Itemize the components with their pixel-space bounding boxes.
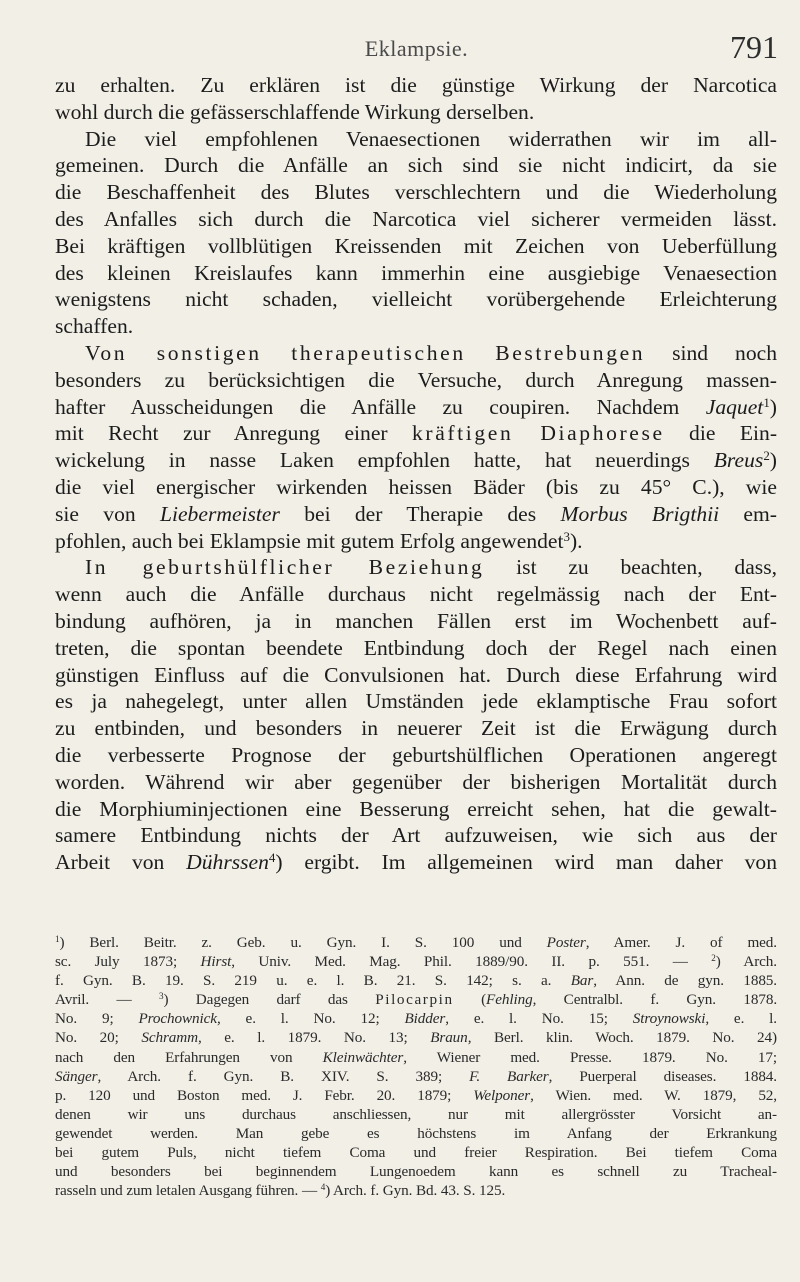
footnote-line: gewendet werden. Man gebe es höchstens im Anfang der Erkrankung — [55, 1124, 777, 1142]
text-line: besonders zu berücksichtigen die Versuche, durch Anregung massen- — [55, 367, 777, 392]
text-run: mit Recht zur Anregung einer — [55, 421, 412, 446]
spaced-emphasis: Von sonstigen therapeutischen Bestrebungen — [85, 340, 646, 365]
running-header — [55, 14, 778, 64]
text-run: , Arch. f. Gyn. B. XIV. S. 389; — [97, 1067, 470, 1085]
text-run: ) — [769, 394, 777, 419]
author-name: Dührssen — [186, 850, 269, 875]
text-run: , Berl. klin. Woch. 1879. No. 24) — [467, 1029, 777, 1047]
disease-name: Morbus Brigthii — [560, 501, 720, 526]
text-line: die Beschaffenheit des Blutes verschlechtern und die Wiederholung — [55, 180, 777, 205]
text-run: ) ergibt. Im allgemeinen wird man daher von — [275, 850, 778, 875]
author-name: Bar — [570, 972, 594, 990]
text-line: des Anfalles sich durch die Narcotica viel sicherer vermeiden lässt. — [55, 206, 777, 231]
text-run: p. 120 und Boston med. J. Febr. 20. 1879; — [55, 1086, 474, 1104]
text-run: No. 9; — [55, 1010, 139, 1028]
text-line: die viel energischer wirkenden heissen Bäder (bis zu 45° C.), wie — [55, 474, 777, 499]
text-run: No. 20; — [55, 1029, 142, 1047]
author-name: Braun — [430, 1029, 468, 1047]
footnote-ref: 3 — [563, 528, 570, 544]
footnote-marker: 2 — [711, 953, 716, 964]
footnote-line: bei gutem Puls, nicht tiefem Coma und freier Respiration. Bei tiefem Coma — [55, 1144, 777, 1162]
text-run: , Amer. J. of med. — [585, 934, 777, 951]
text-line: wenn auch die Anfälle durchaus nicht regelmässig nach der Ent- — [55, 582, 777, 607]
text-line: treten, die spontan beendete Entbindung doch der Regel nach einen — [55, 635, 777, 660]
text-run: ist zu beachten, dass, — [484, 555, 777, 580]
text-line: schaffen. — [55, 314, 134, 339]
text-run: sc. July 1873; — [55, 953, 201, 971]
author-name: Welponer — [473, 1086, 531, 1104]
text-run: , e. l. No. 12; — [216, 1010, 405, 1028]
text-line: wenigstens nicht schaden, vielleicht vorübergehende Erleichterung — [55, 287, 777, 312]
text-run: , Centralbl. f. Gyn. 1878. — [532, 991, 778, 1009]
footnote-line — [55, 1009, 777, 1028]
text-run: bei der Therapie des — [279, 501, 561, 526]
footnote-line — [55, 990, 777, 1009]
text-line: samere Entbindung nichts der Art aufzuweisen, wie sich aus der — [55, 823, 777, 848]
text-line — [55, 447, 777, 474]
footnote-line: und besonders bei beginnendem Lungenoedem kann es schnell zu Tracheal- — [55, 1163, 777, 1181]
text-run: , Wien. med. W. 1879, 52, — [530, 1086, 778, 1104]
author-name: Poster — [546, 934, 586, 951]
text-run: nach den Erfahrungen von — [55, 1048, 323, 1066]
text-line: gemeinen. Durch die Anfälle an sich sind sie nicht indicirt, da sie — [55, 153, 777, 178]
text-line: bindung aufhören, ja in manchen Fällen erst im Wochenbett auf- — [55, 608, 777, 633]
footnote-line — [55, 1067, 777, 1086]
text-line — [55, 554, 777, 581]
text-run: ). — [569, 528, 583, 553]
author-name: Sänger — [55, 1067, 98, 1085]
author-name: Hirst — [200, 953, 232, 971]
author-name: Liebermeister — [159, 501, 280, 526]
spaced-emphasis: kräftigen Diaphorese — [412, 421, 665, 446]
footnote-line — [55, 952, 777, 971]
text-line: die Morphiuminjectionen eine Besserung erreicht sehen, hat die gewalt- — [55, 796, 777, 821]
text-line: zu entbinden, und besonders in neuerer Zeit ist die Erwägung durch — [55, 716, 777, 741]
text-line: worden. Während wir aber gegenüber der bisherigen Mortalität durch — [55, 769, 777, 794]
text-line: die verbesserte Prognose der geburtshülflichen Operationen angeregt — [55, 742, 777, 767]
footnote-line — [55, 1028, 777, 1047]
text-run: wickelung in nasse Laken empfohlen hatte, hat neuerdings — [55, 448, 714, 473]
text-line: Bei kräftigen vollblütigen Kreissenden mit Zeichen von Ueberfüllung — [55, 233, 777, 258]
footnote-marker: 1 — [55, 933, 60, 944]
footnote-line — [55, 933, 777, 952]
footnote-ref: 1 — [763, 394, 770, 410]
author-name: Bidder — [404, 1010, 446, 1028]
text-run: , Univ. Med. Mag. Phil. 1889/90. II. p. 551. — — [231, 953, 712, 971]
text-run: Avril. — — [55, 991, 159, 1009]
author-name: Schramm — [141, 1029, 199, 1047]
text-run: sie von — [55, 501, 160, 526]
page-number: 791 — [730, 29, 778, 65]
text-run: ) Arch. — [715, 953, 777, 971]
author-name: Fehling — [486, 991, 533, 1009]
text-line — [55, 340, 777, 367]
text-run: ) — [769, 448, 777, 473]
footnote-ref: 2 — [763, 448, 770, 464]
spaced-emphasis: In geburtshülflicher Beziehung — [85, 555, 485, 580]
text-line: wohl durch die gefässerschlaffende Wirkung derselben. — [55, 99, 535, 124]
text-run: , e. l. — [705, 1010, 777, 1028]
text-run: , Ann. de gyn. 1885. — [593, 972, 777, 990]
text-run: ( — [453, 991, 487, 1009]
text-line — [55, 501, 777, 528]
text-run: sind noch — [645, 340, 777, 365]
text-run: die Ein- — [664, 421, 778, 446]
text-run: f. Gyn. B. 19. S. 219 u. e. l. B. 21. S. 142; s. a. — [55, 972, 571, 990]
text-line: zu erhalten. Zu erklären ist die günstige Wirkung der Narcotica — [55, 73, 777, 97]
footnote-marker: 4 — [320, 1182, 326, 1193]
author-name: Prochownick — [138, 1010, 217, 1028]
footnote-ref: 4 — [268, 849, 276, 865]
text-line: es ja nahegelegt, unter allen Umständen jede eklamptische Frau sofort — [55, 689, 777, 714]
author-name: Jaquet — [705, 394, 764, 419]
text-line — [55, 394, 777, 421]
text-line — [55, 849, 777, 876]
text-line — [55, 528, 777, 555]
footnote-line — [55, 971, 777, 990]
text-run: rasseln und zum letalen Ausgang führen. — — [55, 1182, 321, 1200]
author-name: Breus — [713, 448, 764, 473]
text-run: , e. l. No. 15; — [445, 1010, 633, 1028]
author-name: F. Barker — [469, 1067, 549, 1085]
footnotes — [55, 933, 777, 1200]
text-run: , Wiener med. Presse. 1879. No. 17; — [403, 1048, 777, 1066]
text-run: Arbeit von — [55, 850, 187, 875]
text-run: pfohlen, auch bei Eklampsie mit gutem Erfolg angewendet — [55, 528, 564, 553]
text-run: ) Dagegen darf das — [163, 991, 376, 1009]
text-run: ) Arch. f. Gyn. Bd. 43. S. 125. — [325, 1182, 506, 1200]
author-name: Kleinwächter — [322, 1048, 404, 1066]
author-name: Stroynowski — [632, 1010, 706, 1028]
footnote-line — [55, 1181, 777, 1200]
spaced-emphasis: Pilocarpin — [375, 991, 454, 1009]
text-run: , e. l. 1879. No. 13; — [198, 1029, 431, 1047]
footnote-line: denen wir uns durchaus anschliessen, nur mit allergrösster Vorsicht an- — [55, 1105, 777, 1123]
main-text — [55, 72, 777, 876]
running-title: Eklampsie. — [364, 36, 469, 61]
footnote-line — [55, 1086, 777, 1105]
text-line: des kleinen Kreislaufes kann immerhin eine ausgiebige Venaesection — [55, 260, 777, 285]
text-run: ) Berl. Beitr. z. Geb. u. Gyn. I. S. 100 und — [59, 934, 547, 951]
text-line — [55, 420, 777, 447]
text-run: , Puerperal diseases. 1884. — [548, 1067, 778, 1085]
text-run: em- — [719, 501, 777, 526]
footnote-line — [55, 1048, 777, 1067]
text-line: günstigen Einfluss auf die Convulsionen hat. Durch diese Erfahrung wird — [55, 662, 777, 687]
text-run: hafter Ausscheidungen die Anfälle zu coupiren. Nachdem — [55, 394, 706, 419]
footnote-marker: 3 — [159, 991, 164, 1002]
text-line: Die viel empfohlenen Venaesectionen widerrathen wir im all- — [85, 126, 777, 151]
